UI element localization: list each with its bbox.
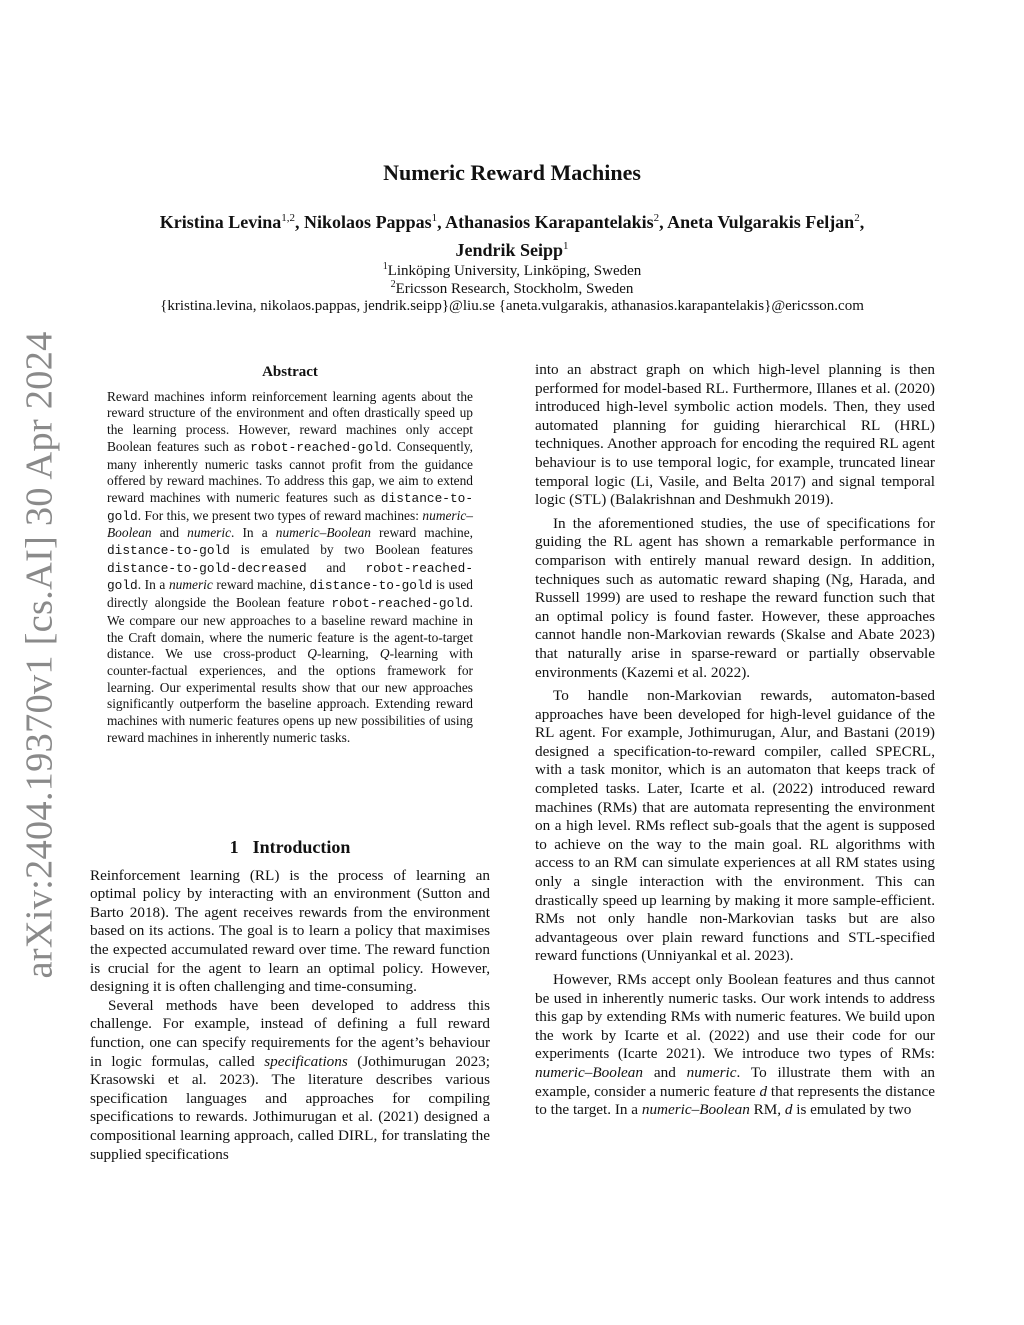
code-term: distance-to-gold	[107, 490, 473, 524]
emphasis: specifications	[264, 1052, 348, 1070]
text-run: (Jothimurugan 2023; Krasowski et al. 2023). The literature describes various specification languages and approaches for compiling specifications to rewards. Jothimurugan et al. (2021) designed a compositional learning approach, called DIRL, for translating the supplied specifications	[90, 1052, 490, 1163]
section-number: 1	[229, 837, 239, 857]
text-run: . Consequently, many inherently numeric tasks cannot profit from the guidance offered by reward machines. To address this gap, we aim to extend reward machines with numeric features such as	[107, 438, 473, 505]
author-list	[110, 206, 914, 262]
text-run: -learning,	[316, 646, 380, 662]
emphasis: numeric	[187, 525, 232, 541]
abstract-heading: Abstract	[262, 364, 318, 380]
text-run: and	[306, 559, 366, 575]
author-affil-mark: 1,2	[281, 212, 296, 224]
code-term: distance-to-gold	[309, 578, 433, 594]
text-run: However, RMs accept only Boolean features and thus cannot be used in inherently numeric tasks. Our work intends to address this gap by extending RMs with numeric features. We build upon the work by Icarte et al. (2022) and use their code for our experiments (Icarte 2021). We introduce two types of RMs:	[535, 971, 935, 1063]
text-run: RM,	[749, 1101, 785, 1119]
math-symbol: Q	[307, 646, 317, 662]
math-symbol: d	[759, 1082, 768, 1100]
text-run: -learning with counter-factual experiences, and the options framework for learning. Our experimental results show that our new approaches significantly outperform the baseline approach. Extending reward machines with numeric features opens up new possibilities of using reward machines in inherently numeric tasks.	[107, 646, 473, 745]
text-run: is emulated by two Boolean features	[229, 542, 473, 558]
text-run: that represents the distance to the target. In a	[535, 1082, 936, 1119]
author: Aneta Vulgarakis Feljan	[667, 212, 855, 232]
paragraph: into an abstract graph on which high-level planning is then performed for model-based RL. Furthermore, Illanes et al. (2020) introduced high-level symbolic action models. Then, they used automated planning for guiding hierarchical RL (HRL) techniques. Another approach for encoding the required RL agent behaviour is to use temporal logic, for example, truncated linear temporal logic (Li, Vasile, and Belta 2017) and signal temporal logic (STL) (Balakrishnan and Deshmukh 2019).	[535, 361, 935, 509]
author-line-2	[110, 234, 914, 262]
emphasis: numeric–Boolean	[275, 525, 371, 541]
arxiv-stamp	[10, 331, 70, 979]
text-run: . In a	[137, 577, 169, 593]
text-run: Several methods have been developed to address this challenge. For example, instead of defining a full reward function, one can specify requirements for the agent’s behaviour in logic formulas, called	[90, 996, 490, 1070]
author: Kristina Levina	[159, 212, 282, 232]
math-symbol: d	[784, 1101, 793, 1119]
text-run: is emulated by two	[792, 1101, 912, 1119]
affiliation	[0, 261, 1024, 280]
text-run: . To illustrate them with an example, consider a numeric feature	[535, 1063, 935, 1100]
text-run: is used directly alongside the Boolean feature	[107, 577, 473, 611]
author-affil-mark: 1	[431, 212, 438, 224]
author: Nikolaos Pappas	[304, 212, 432, 232]
math-symbol: Q	[379, 646, 390, 662]
emphasis: numeric–Boolean	[641, 1101, 750, 1119]
paragraph: In the aforementioned studies, the use of specifications for guiding the RL agent has shown a remarkable performance in comparison with entirely manual reward design. In addition, techniques such as automatic reward shaping (Ng, Harada, and Russell 1999) are used to reshape the reward function such that an optimal policy is found faster. However, these approaches cannot handle non-Markovian rewards (Skalse and Abate 2023) that naturally arise in sparse-reward or partially observable environments (Kazemi et al. 2022).	[535, 514, 935, 681]
text-run: reward machine,	[370, 525, 474, 541]
code-term: robot-reached-gold	[331, 596, 470, 612]
text-run: reward machine,	[212, 577, 310, 593]
emphasis: numeric–Boolean	[535, 1063, 643, 1081]
paragraph: Reinforcement learning (RL) is the process of learning an optimal policy by interacting with an environment (Sutton and Barto 2018). The agent receives rewards from the environment based on its actions. The goal is to learn a policy that maximises the expected accumulated reward over time. The reward function is crucial for the agent to learn an optimal policy. However, designing it is often challenging and time-consuming.	[90, 866, 490, 996]
section-title: Introduction	[252, 837, 351, 857]
author-affil-mark: 1	[563, 240, 569, 252]
author-separator: ,	[859, 212, 865, 232]
right-column	[535, 361, 935, 1120]
code-term: robot-reached-gold	[107, 560, 473, 594]
paragraph	[90, 997, 490, 1164]
author-separator: ,	[295, 212, 305, 232]
text-run: and	[151, 525, 188, 541]
paragraph: To handle non-Markovian rewards, automaton-based approaches have been developed for high-level guidance of the RL agent. For example, Jothimurugan, Alur, and Bastani (2019) designed a specification-to-reward compiler, called SPECRL, with a task monitor, which is an automaton that keeps track of completed tasks. Later, Icarte et al. (2022) introduced reward machines (RMs) that are automata representing the environment on a high level. RMs reflect sub-goals that the agent is supposed to achieve on the way to the main goal. RL algorithms with access to an RM can simulate experiences at all RM states using only a single interaction with the environment. This can drastically speed up learning by making it more sample-efficient. RMs not only handle non-Markovian tasks but are also advantageous over plain reward functions and STL-specified reward functions (Unniyankal et al. 2023).	[535, 687, 935, 965]
author-line-1	[110, 206, 914, 234]
text-run: Reward machines inform reinforcement learning agents about the reward structure of the environment and often drastically speed up the learning process. However, reward machines only accept Boolean features such as	[107, 388, 473, 454]
introduction-section	[90, 838, 490, 1164]
author-separator: ,	[659, 212, 668, 232]
paper-title: Numeric Reward Machines	[383, 160, 641, 185]
author-emails: {kristina.levina, nikolaos.pappas, jendrik.seipp}@liu.se {aneta.vulgarakis, athanasios.karapantelakis}@ericsson.com	[160, 298, 864, 314]
abstract-section	[107, 364, 473, 746]
emphasis: numeric	[686, 1063, 737, 1081]
emphasis: numeric–Boolean	[107, 507, 473, 541]
section-heading	[90, 838, 490, 857]
affiliation-mark: 2	[390, 279, 396, 290]
author: Jendrik Seipp	[455, 240, 564, 260]
arxiv-id: arXiv:2404.19370v1 [cs.AI] 30 Apr 2024	[19, 331, 62, 979]
code-term: distance-to-gold	[107, 543, 230, 559]
author: Athanasios Karapantelakis	[445, 212, 654, 232]
affiliation-text: Linköping University, Linköping, Sweden	[387, 263, 642, 279]
emphasis: numeric	[168, 577, 213, 593]
affiliation-text: Ericsson Research, Stockholm, Sweden	[395, 281, 634, 297]
author-affil-mark: 2	[653, 212, 660, 224]
text-run: . In a	[231, 525, 276, 541]
text-run: and	[642, 1063, 687, 1081]
affiliation	[0, 279, 1024, 298]
code-term: distance-to-gold-decreased	[107, 560, 307, 576]
text-run: . For this, we present two types of reward machines:	[137, 507, 423, 523]
author-separator: ,	[437, 212, 446, 232]
text-run: . We compare our new approaches to a baseline reward machine in the Craft domain, where the numeric feature is the agent-to-target distance. We use cross-product	[107, 595, 473, 662]
paragraph	[535, 971, 935, 1120]
abstract-body	[107, 389, 473, 747]
affiliation-mark: 1	[382, 261, 388, 272]
code-term: robot-reached-gold	[250, 439, 389, 455]
author-affil-mark: 2	[854, 212, 860, 224]
